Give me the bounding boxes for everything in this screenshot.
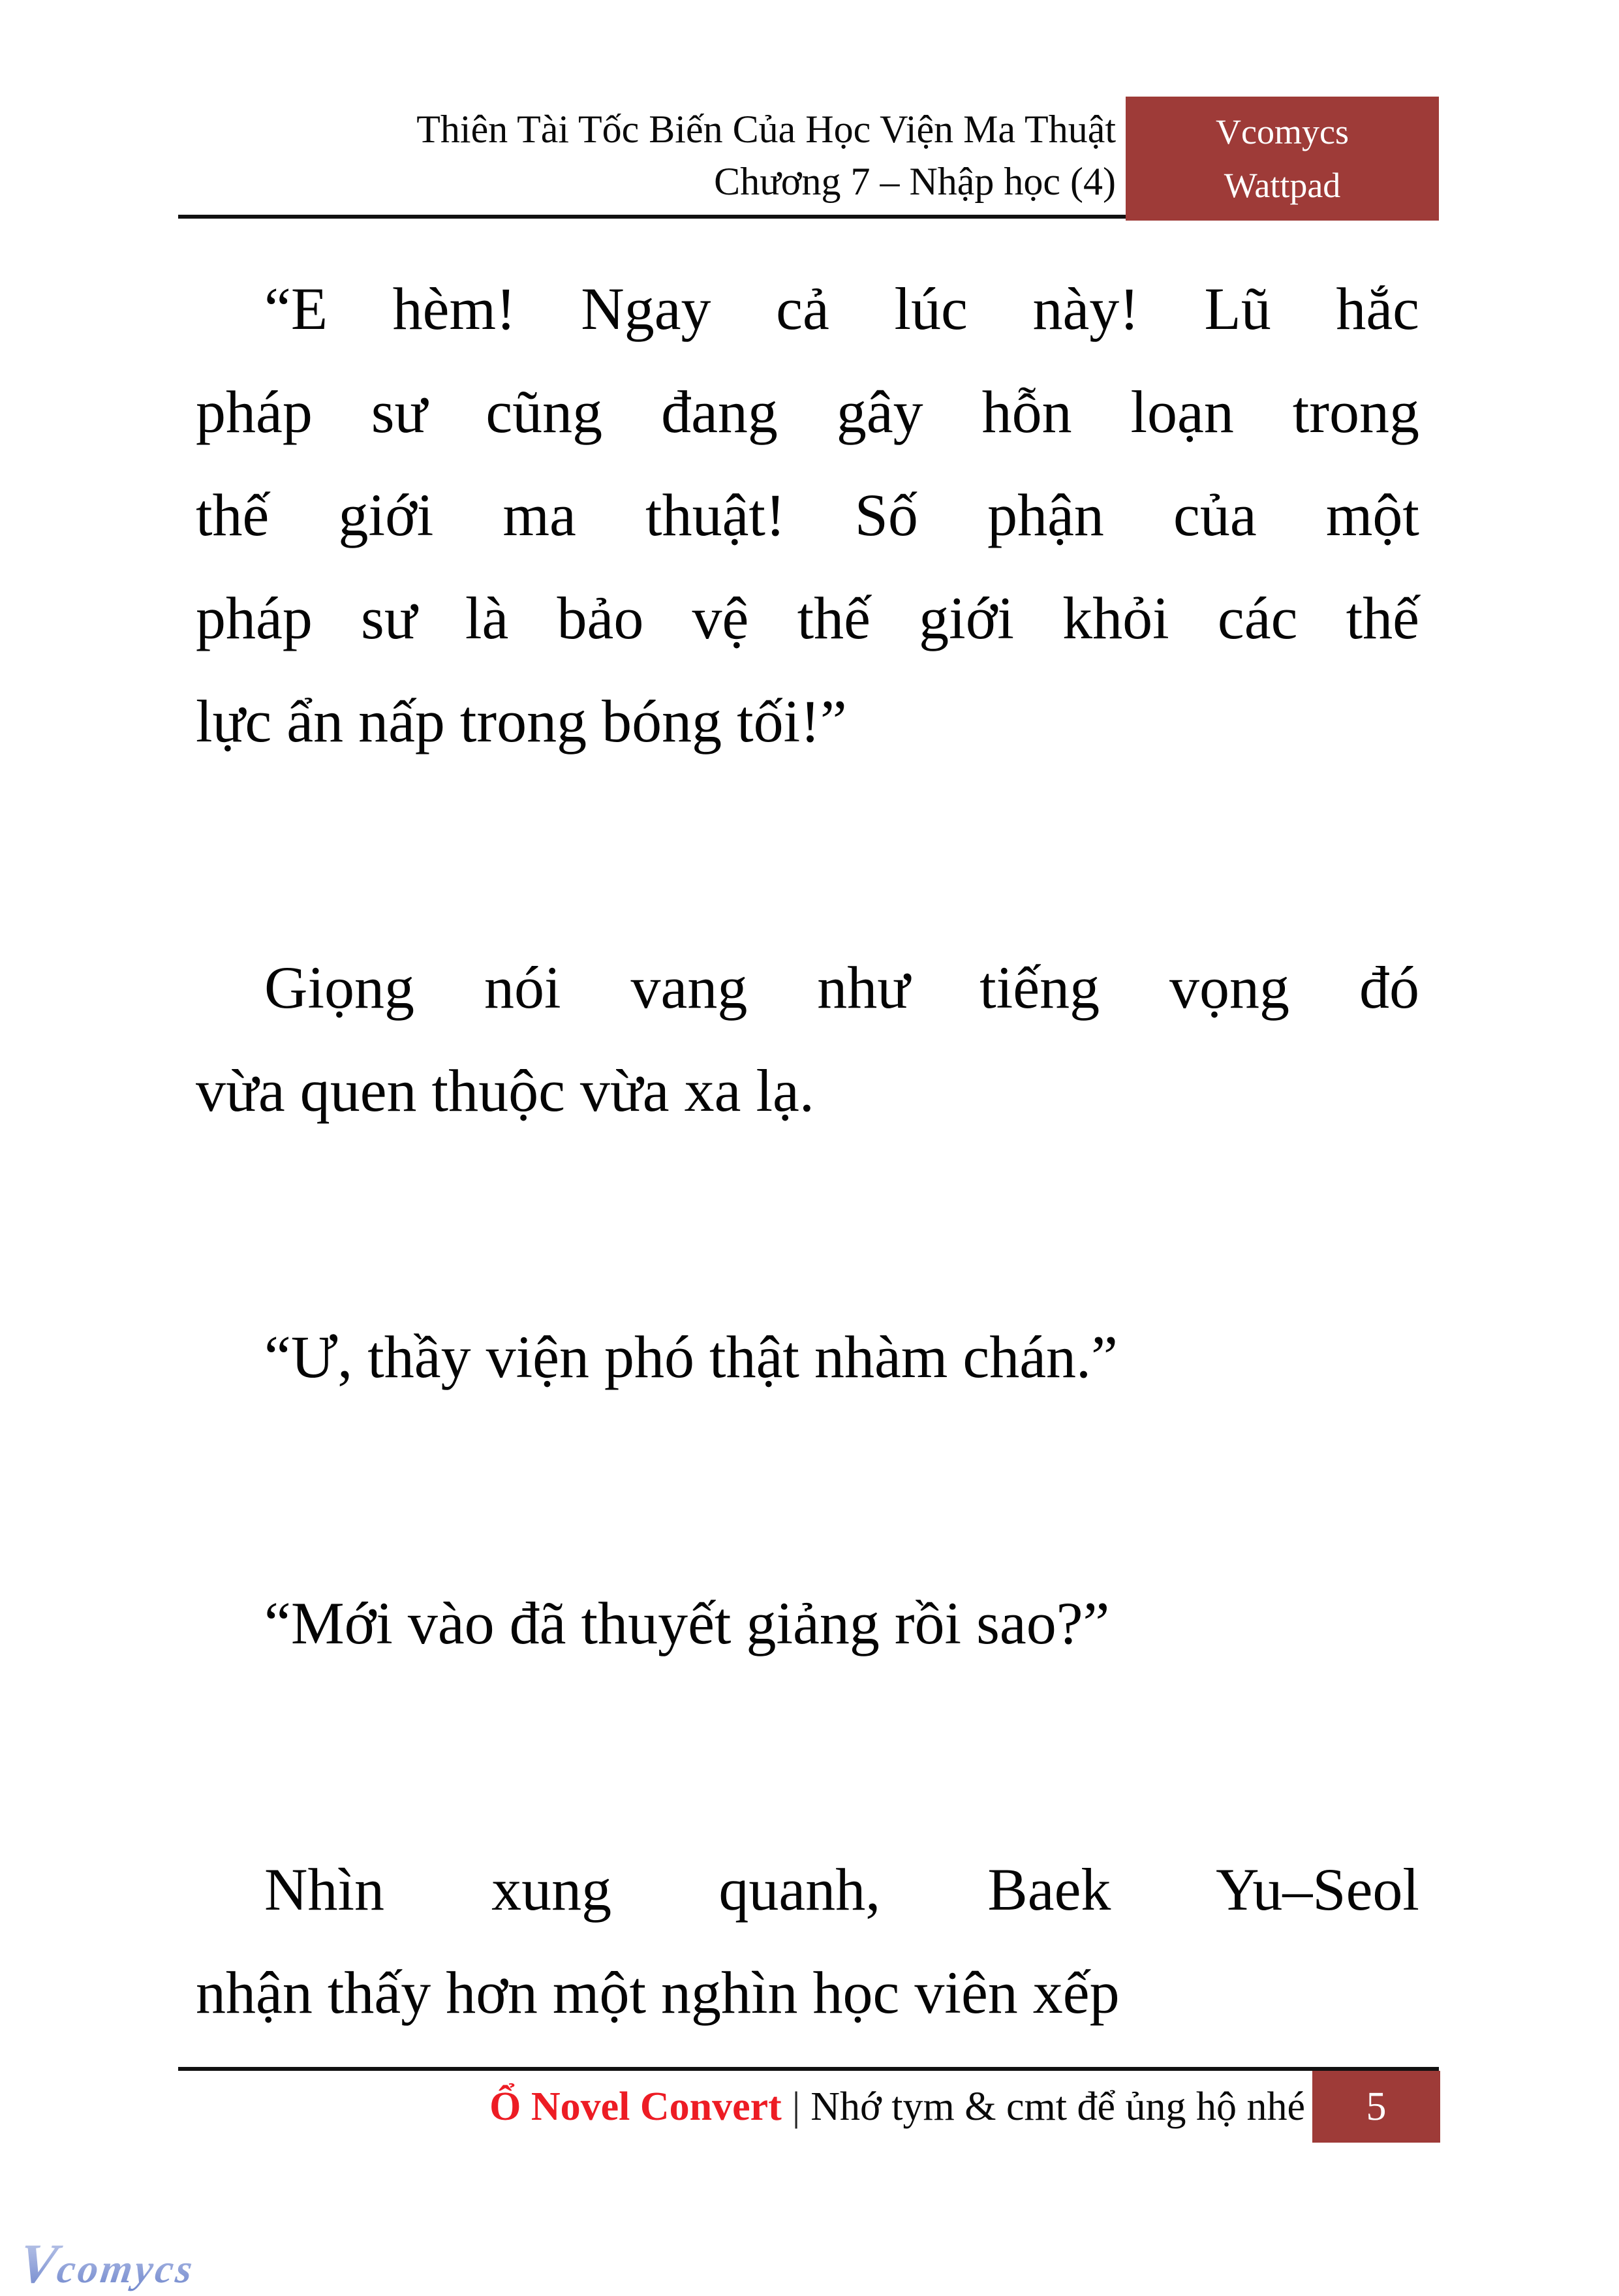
watermark-initial: V bbox=[15, 2232, 63, 2295]
page-header bbox=[178, 103, 1116, 208]
footer-brand: Ổ Novel Convert bbox=[489, 2085, 782, 2129]
footer-note: Nhớ tym & cmt để ủng hộ nhé bbox=[810, 2085, 1305, 2129]
paragraph-line: nhận thấy hơn một nghìn học viên xếp bbox=[196, 1959, 1120, 2026]
paragraph-line: Nhìn xung quanh, Baek Yu–Seol bbox=[264, 1856, 1419, 1923]
paragraph-line: “Ư, thầy viện phó thật nhàm chán.” bbox=[264, 1324, 1118, 1390]
watermark-rest: comycs bbox=[54, 2247, 198, 2291]
footer-credit bbox=[178, 2079, 1305, 2134]
paragraph bbox=[196, 1305, 1419, 1408]
body-text bbox=[196, 257, 1419, 2044]
paragraph bbox=[196, 936, 1419, 1142]
paragraph-line: lực ẩn nấp trong bóng tối!” bbox=[196, 688, 847, 754]
paragraph-line: pháp sư là bảo vệ thế giới khỏi các thế bbox=[196, 585, 1419, 651]
header-badge-line1: Vcomycs bbox=[1216, 112, 1349, 151]
chapter-title: Chương 7 – Nhập học (4) bbox=[714, 160, 1116, 203]
vcomycs-watermark-logo bbox=[15, 2231, 200, 2296]
paragraph bbox=[196, 1838, 1419, 2044]
header-badge-line2: Wattpad bbox=[1224, 166, 1341, 205]
book-title: Thiên Tài Tốc Biến Của Học Viện Ma Thuật bbox=[416, 108, 1116, 151]
header-badge bbox=[1126, 97, 1439, 221]
paragraph-line: thế giới ma thuật! Số phận của một bbox=[196, 482, 1419, 548]
paragraph-line: “Mới vào đã thuyết giảng rồi sao?” bbox=[264, 1590, 1110, 1656]
paragraph bbox=[196, 257, 1419, 773]
paragraph bbox=[196, 1572, 1419, 1675]
page-number-badge bbox=[1312, 2071, 1440, 2143]
footer-divider bbox=[178, 2067, 1439, 2071]
footer-separator: | bbox=[792, 2085, 801, 2129]
paragraph-line: Giọng nói vang như tiếng vọng đó bbox=[264, 954, 1419, 1021]
paragraph-line: “E hèm! Ngay cả lúc này! Lũ hắc bbox=[264, 275, 1419, 342]
paragraph-line: pháp sư cũng đang gây hỗn loạn trong bbox=[196, 379, 1419, 445]
page-number: 5 bbox=[1366, 2084, 1387, 2129]
paragraph-line: vừa quen thuộc vừa xa lạ. bbox=[196, 1057, 814, 1124]
